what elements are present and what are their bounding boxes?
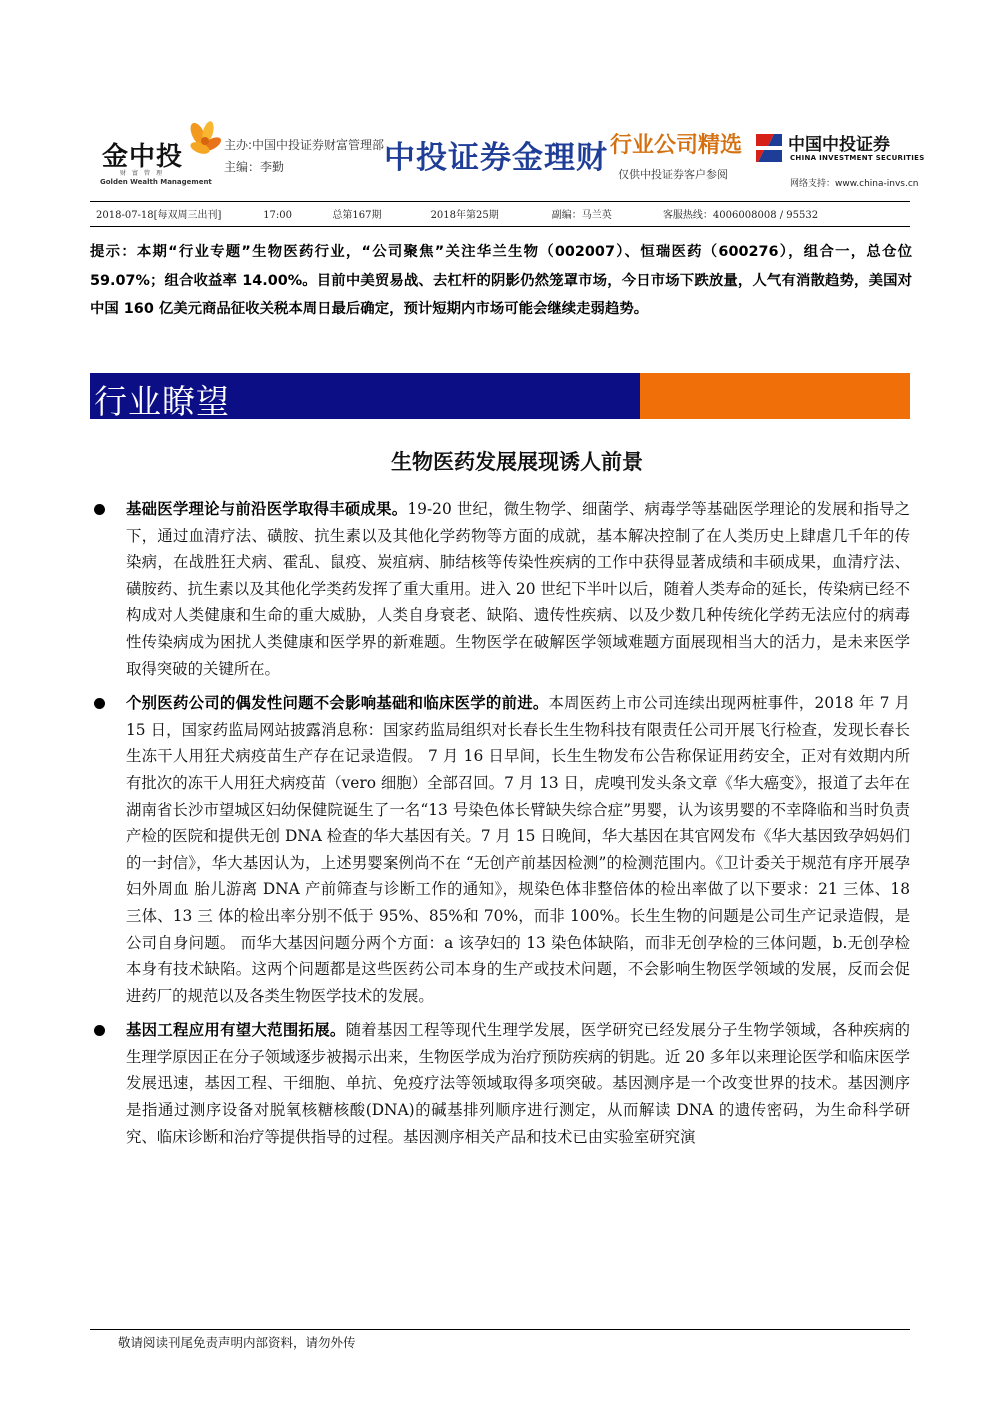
info-rule-top: [90, 201, 910, 202]
deputy-editor: 副编：马兰英: [551, 210, 612, 221]
bullet-lead: 个别医药公司的偶发性问题不会影响基础和临床医学的前进。: [126, 694, 549, 713]
article-title: 生物医药发展展现诱人前景: [391, 450, 643, 474]
bullet-item: [90, 690, 910, 1009]
band-orange: [640, 373, 910, 419]
website-text: 网络支持：www.china-invs.cn: [790, 179, 919, 189]
section-note: 仅供中投证券客户参阅: [618, 168, 728, 181]
article-bullets: [90, 496, 910, 1158]
section-band: [90, 373, 910, 419]
bullet-item: [90, 496, 910, 682]
info-rule-bottom: [90, 226, 910, 227]
corp-mark-icon: [754, 130, 784, 166]
golden-wealth-logo: [100, 118, 220, 194]
hotline: 客服热线：4006008008 / 95532: [662, 210, 819, 221]
bullet-text: [126, 690, 910, 1009]
logo-subtitle-cn: 财富管理: [120, 170, 169, 177]
credits: [224, 134, 384, 178]
masthead: [90, 118, 925, 194]
issue-time: 17:00: [263, 210, 293, 221]
bullet-body: 随着基因工程等现代生理学发展，医学研究已经发展分子生物学领域，各种疾病的生理学原因正在分子领域逐步被揭示出来，生物医学成为治疗预防疾病的钥匙。近 20 多年以来理论医学和临床医学发展迅速，基因工程、干细胞、单抗、免疫疗法等领域取得多项突破。基因测序是一个改变世界的技术。基因测序是指通过测序设备对脱氧核糖核酸(DNA)的碱基排列顺序进行测定，从而解读 DNA 的遗传密码，为生命科学研究、临床诊断和治疗等提供指导的过程。基因测序相关产品和技术已由实验室研究演: [126, 1021, 910, 1146]
editor-text: 主编：李勤: [224, 160, 285, 174]
bullet-body: 19-20 世纪，微生物学、细菌学、病毒学等基础医学理论的发展和指导之下，通过血清疗法、磺胺、抗生素以及其他化学药物等方面的成就，基本解决控制了在人类历史上肆虐几千年的传染病，在战胜狂犬病、霍乱、鼠疫、炭疽病、肺结核等传染性疾病的工作中获得显著成绩和丰硕成果，血清疗法、磺胺药、抗生素以及其他化学类药发挥了重大重用。进入 20 世纪下半叶以后，随着人类寿命的延长，传染病已经不构成对人类健康和生命的重大威胁，人类自身衰老、缺陷、遗传性疾病、以及少数几种传统化学药无法应付的病毒性传染病成为困扰人类健康和医学界的新难题。生物医学在破解医学领域难题方面展现相当大的活力，是未来医学取得突破的关键所在。: [126, 500, 910, 678]
bullet-dot-icon: [94, 698, 105, 709]
flower-logo-icon: [186, 120, 222, 164]
brand-title: 中投证券金理财: [384, 140, 608, 176]
section-name: 行业公司精选: [610, 133, 743, 158]
logo-text: 金中投: [102, 142, 184, 172]
sponsor-text: 主办:中国中投证券财富管理部: [224, 138, 385, 152]
bullet-lead: 基础医学理论与前沿医学取得丰硕成果。: [126, 500, 408, 518]
bullet-text: [126, 496, 910, 682]
bullet-dot-icon: [94, 504, 105, 515]
notice-text: 提示：本期“行业专题”生物医药行业，“公司聚焦”关注华兰生物（002007）、恒瑞医药（600276），组合一，总仓位 59.07%；组合收益率 14.00%。目前中美贸易战、去杠杆的阴影仍然笼罩市场，今日市场下跌放量，人气有消散趋势，美国对中国 160 亿美元商品征收关税本周日最后确定，预计短期内市场可能会继续走弱趋势。: [90, 244, 912, 317]
bullet-text: [126, 1017, 910, 1150]
logo-subtitle-en: Golden Wealth Management: [100, 178, 212, 186]
bullet-lead: 基因工程应用有望大范围拓展。: [126, 1021, 346, 1040]
footer-text: 敬请阅读刊尾免责声明内部资料，请勿外传: [118, 1335, 356, 1350]
info-bar: [96, 206, 818, 221]
issue-date: 2018-07-18[每双周三出刊]: [96, 210, 222, 221]
bullet-body: 本周医药上市公司连续出现两桩事件，2018 年 7 月 15 日，国家药监局网站披露消息称：国家药监局组织对长春长生生物科技有限责任公司开展飞行检查，发现长春长生冻干人用狂犬病疫苗生产存在记录造假。 7 月 16 日早间，长生生物发布公告称保证用药安全，正对有效期内所有批次的冻干人用狂犬病疫苗（vero 细胞）全部召回。7 月 13 日，虎嗅刊发头条文章《华大癌变》，报道了去年在湖南省长沙市望城区妇幼保健院诞生了一名“13 号染色体长臂缺失综合症”男婴，认为该男婴的不幸降临和当时负责产检的医院和提供无创 DNA 检查的华大基因有关。7 月 15 日晚间，华大基因在其官网发布《华大基因致孕妈妈们的一封信》，华大基因认为，上述男婴案例尚不在 “无创产前基因检测”的检测范围内。《卫计委关于规范有序开展孕妇外周血 胎儿游离 DNA 产前筛查与诊断工作的通知》，规染色体非整倍体的检出率做了以下要求：21 三体、18 三体、13 三 体的检出率分别不低于 95%、85%和 70%，而非 100%。长生生物的问题是公司生产记录造假，是公司自身问题。 而华大基因问题分两个方面：a 该孕妇的 13 染色体缺陷，而非无创孕检的三体问题，b.无创孕检本身有技术缺陷。这两个问题都是这些医药公司本身的生产或技术问题，不会影响生物医学领域的发展，反而会促进药厂的规范以及各类生物医学技术的发展。: [126, 694, 910, 1005]
bullet-item: [90, 1017, 910, 1150]
issue-year: 2018年第25期: [430, 210, 499, 221]
band-title: 行业瞭望: [94, 382, 230, 421]
corp-name-en: CHINA INVESTMENT SECURITIES: [790, 154, 925, 162]
footer-rule: [90, 1329, 910, 1330]
bullet-dot-icon: [94, 1025, 105, 1036]
corp-name-cn: 中国中投证券: [788, 135, 890, 155]
issue-total: 总第167期: [332, 210, 382, 221]
